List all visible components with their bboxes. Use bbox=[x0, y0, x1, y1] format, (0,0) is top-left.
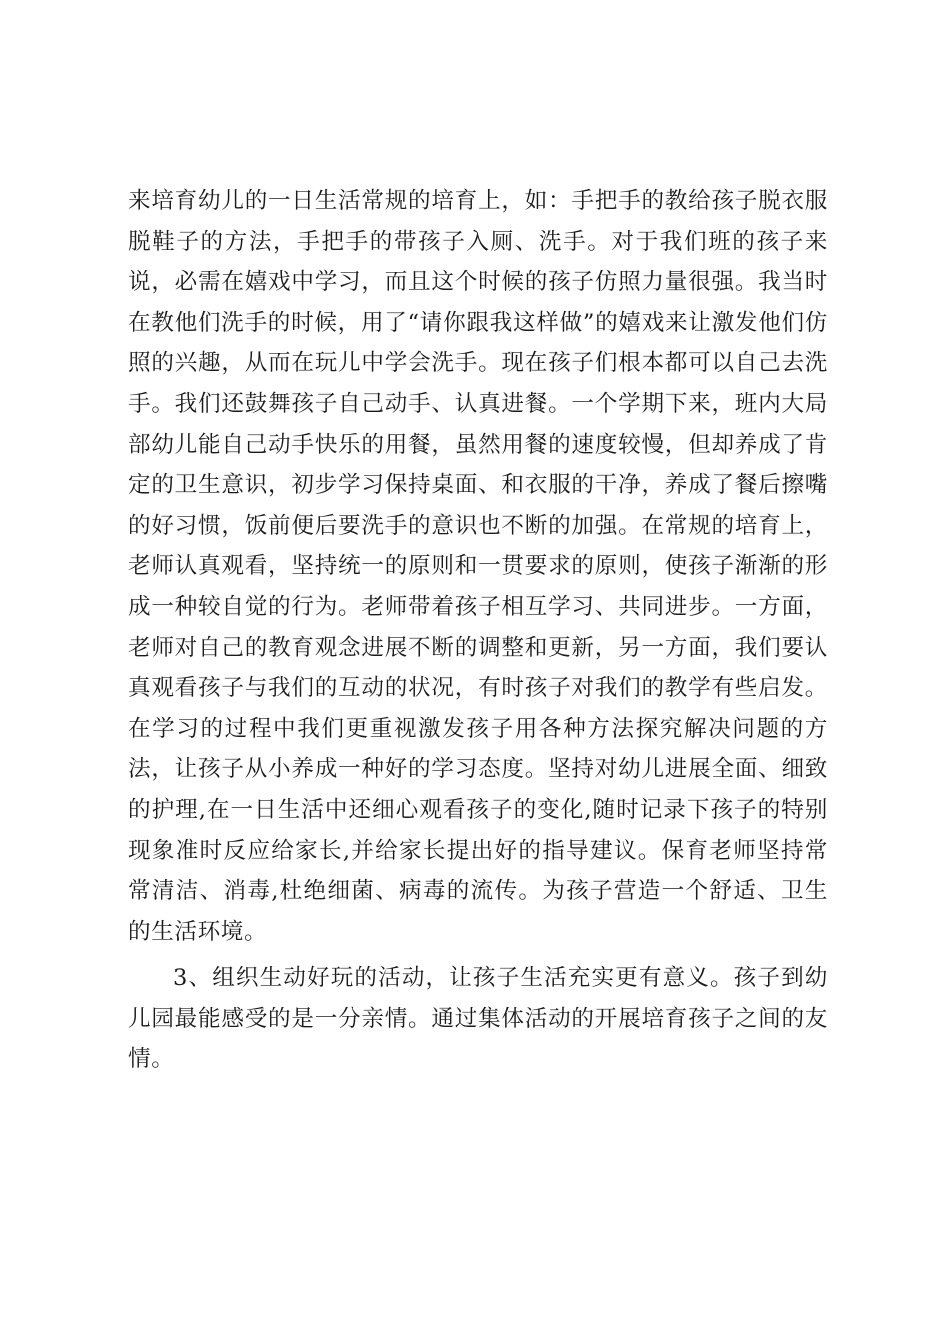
paragraph-section-3: 3、组织生动好玩的活动，让孩子生活充实更有意义。孩子到幼儿园最能感受的是一分亲情。通过集体活动的开展培育孩子之间的友情。 bbox=[128, 965, 828, 1073]
document-body bbox=[128, 181, 828, 1080]
paragraph-continuation: 来培育幼儿的一日生活常规的培育上，如：手把手的教给孩子脱衣服脱鞋子的方法，手把手的带孩子入厕、洗手。对于我们班的孩子来说，必需在嬉戏中学习，而且这个时候的孩子仿照力量很强。我当时在教他们洗手的时候，用了“请你跟我这样做”的嬉戏来让激发他们仿照的兴趣，从而在玩儿中学会洗手。现在孩子们根本都可以自己去洗手。我们还鼓舞孩子自己动手、认真进餐。一个学期下来，班内大局部幼儿能自己动手快乐的用餐，虽然用餐的速度较慢，但却养成了肯定的卫生意识，初步学习保持桌面、和衣服的干净，养成了餐后擦嘴的好习惯，饭前便后要洗手的意识也不断的加强。在常规的培育上，老师认真观看，坚持统一的原则和一贯要求的原则，使孩子渐渐的形成一种较自觉的行为。老师带着孩子相互学习、共同进步。一方面，老师对自己的教育观念进展不断的调整和更新，另一方面，我们要认真观看孩子与我们的互动的状况，有时孩子对我们的教学有些启发。在学习的过程中我们更重视激发孩子用各种方法探究解决问题的方法，让孩子从小养成一种好的学习态度。坚持对幼儿进展全面、细致的护理,在一日生活中还细心观看孩子的变化,随时记录下孩子的特别现象准时反应给家长,并给家长提出好的指导建议。保育老师坚持常常清洁、消毒,杜绝细菌、病毒的流传。为孩子营造一个舒适、卫生的生活环境。 bbox=[128, 188, 828, 945]
